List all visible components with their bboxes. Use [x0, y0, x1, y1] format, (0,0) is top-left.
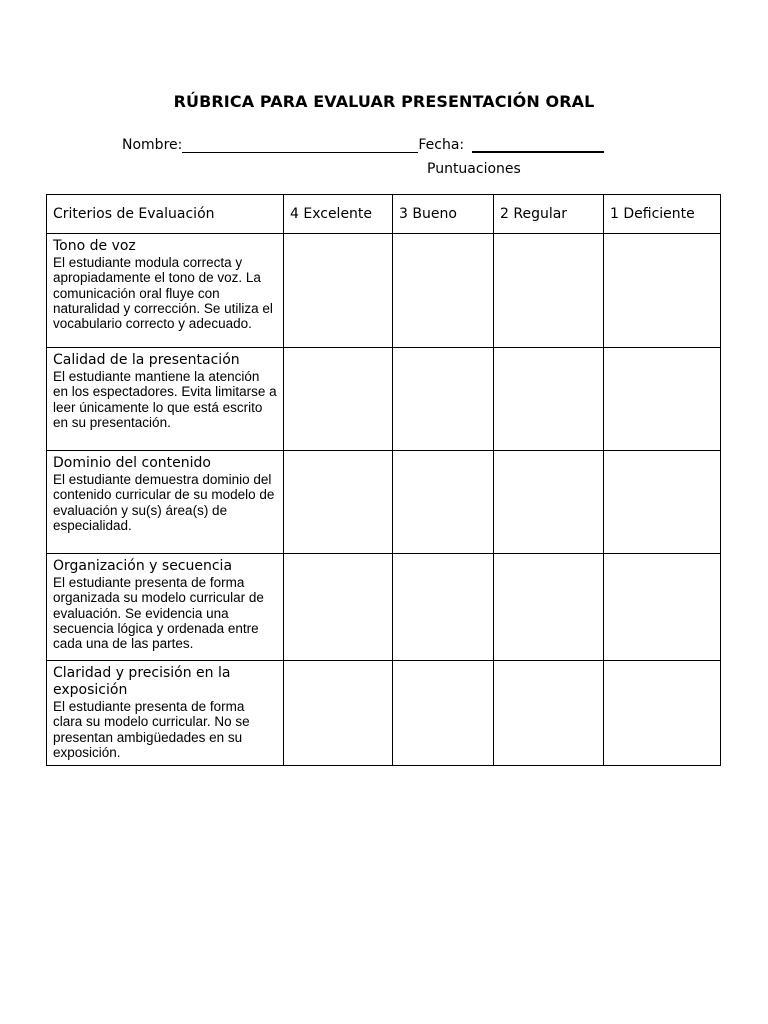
score-cell-2[interactable] — [494, 234, 604, 348]
score-cell-2[interactable] — [494, 554, 604, 661]
table-row — [47, 451, 721, 554]
criterion-description: El estudiante mantiene la atención en los espectadores. Evita limitarse a leer únicamente lo que está escrito en su presentación. — [53, 369, 277, 430]
table-row — [47, 348, 721, 451]
score-cell-2[interactable] — [494, 451, 604, 554]
score-cell-1[interactable] — [604, 554, 721, 661]
criterion-cell — [47, 661, 284, 766]
criterion-description: El estudiante presenta de forma clara su modelo curricular. No se presentan ambigüedades en su exposición. — [53, 699, 250, 760]
criterion-description: El estudiante presenta de forma organizada su modelo curricular de evaluación. Se evidencia una secuencia lógica y ordenada entre cada una de las partes. — [53, 575, 264, 652]
score-cell-3[interactable] — [393, 451, 494, 554]
header-score-1: 1 Deficiente — [604, 195, 721, 234]
score-cell-1[interactable] — [604, 348, 721, 451]
score-cell-4[interactable] — [284, 554, 393, 661]
table-row — [47, 661, 721, 766]
rubric-table — [46, 194, 721, 766]
criterion-name: Tono de voz — [53, 238, 136, 254]
name-date-row — [122, 136, 604, 153]
criterion-cell — [47, 554, 284, 661]
score-cell-3[interactable] — [393, 348, 494, 451]
name-label: Nombre: — [122, 137, 183, 153]
criterion-cell — [47, 234, 284, 348]
criterion-description: El estudiante modula correcta y apropiadamente el tono de voz. La comunicación oral fluye con naturalidad y corrección. Se utiliza el vocabulario correcto y adecuado. — [53, 255, 273, 332]
table-row — [47, 554, 721, 661]
score-cell-3[interactable] — [393, 661, 494, 766]
header-criteria: Criterios de Evaluación — [47, 195, 284, 234]
score-cell-1[interactable] — [604, 234, 721, 348]
scores-heading: Puntuaciones — [427, 161, 521, 177]
score-cell-3[interactable] — [393, 234, 494, 348]
score-cell-4[interactable] — [284, 451, 393, 554]
score-cell-2[interactable] — [494, 661, 604, 766]
criterion-name: Dominio del contenido — [53, 455, 211, 471]
table-row — [47, 234, 721, 348]
header-score-2: 2 Regular — [494, 195, 604, 234]
criterion-name: Organización y secuencia — [53, 558, 233, 574]
header-score-4: 4 Excelente — [284, 195, 393, 234]
header-score-3: 3 Bueno — [393, 195, 494, 234]
header-row — [47, 195, 721, 234]
criterion-name: Calidad de la presentación — [53, 352, 240, 368]
page-title: RÚBRICA PARA EVALUAR PRESENTACIÓN ORAL — [173, 92, 595, 111]
score-cell-2[interactable] — [494, 348, 604, 451]
criterion-cell — [47, 348, 284, 451]
criterion-cell — [47, 451, 284, 554]
criterion-description: El estudiante demuestra dominio del contenido curricular de su modelo de evaluación y su(s) área(s) de especialidad. — [53, 472, 275, 533]
score-cell-3[interactable] — [393, 554, 494, 661]
score-cell-4[interactable] — [284, 661, 393, 766]
score-cell-4[interactable] — [284, 348, 393, 451]
score-cell-4[interactable] — [284, 234, 393, 348]
date-blank-line — [472, 136, 604, 153]
criterion-name: Claridad y precisión en la exposición — [53, 665, 231, 698]
date-label: Fecha: — [418, 137, 465, 153]
name-blank-line — [182, 137, 418, 153]
score-cell-1[interactable] — [604, 451, 721, 554]
score-cell-1[interactable] — [604, 661, 721, 766]
